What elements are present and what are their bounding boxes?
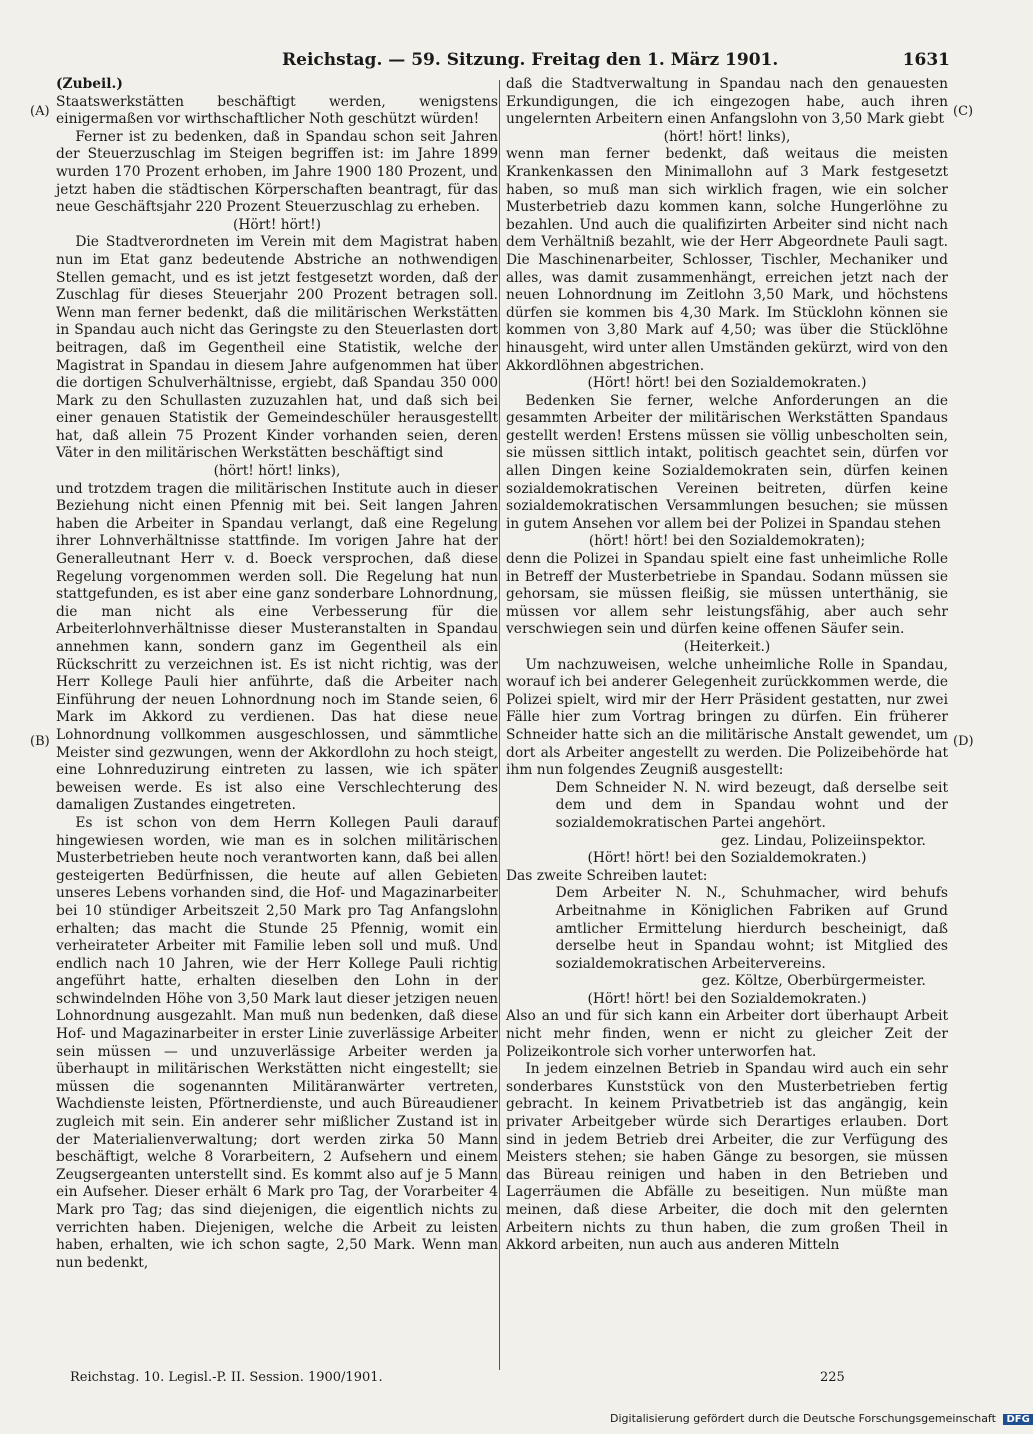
interjection: (Hört! hört! bei den Sozialdemokraten.) (587, 850, 867, 867)
paragraph: daß die Stadtverwaltung in Spandau nach den genauesten Erkundigungen, die ich eingezogen habe, auch ihren ungelernten Arbeitern einen Anfangslohn von 3,50 Mark giebt (506, 76, 948, 128)
running-title: Reichstag. — 59. Sitzung. Freitag den 1. März 1901. (282, 50, 779, 70)
paragraph: Es ist schon von dem Herrn Kollegen Pauli darauf hingewiesen worden, wie man es in solchen militärischen Musterbetrieben heute noch verantworten kann, daß bei allen gesteigerten Bedürfnissen, die heute auf allen Gebieten unseres Lebens vorhanden sind, die Hof- und Magazinarbeiter bei 10 stündiger Arbeitszeit 2,50 Mark pro Tag Anfangslohn erhalten; das macht die Stunde 25 Pfennig, womit ein verheirateter Arbeiter mit Familie leben soll und muß. Und endlich nach 10 Jahren, wie der Herr Kollege Pauli richtig angeführt hatte, erhalten dieselben den Lohn in der schwindelnden Höhe von 3,50 Mark laut dieser jetzigen neuen Lohnordnung ausgezahlt. Man muß nun bedenken, daß diese Hof- und Magazinarbeiter in erster Linie zuverlässige Arbeiter sein müssen — und unzuverlässige Arbeiter werden ja überhaupt in militärischen Werkstätten nicht eingestellt; sie müssen die sogenannten Militäranwärter vertreten, Wachdienste leisten, Pförtnerdienste, und auch Büreaudiener zugleich mit sein. Ein anderer sehr mißlicher Zustand ist in der Materialienverwaltung; dort werden zirka 50 Mann beschäftigt, welche 8 Vorarbeitern, 2 Aufsehern und einem Zeugsergeanten unterstellt sind. Es kommt also auf je 5 Mann ein Aufseher. Dieser erhält 6 Mark pro Tag, der Vorarbeiter 4 Mark pro Tag; das sind diejenigen, die eigentlich nichts zu verrichten haben. Diejenigen, welche die Arbeit zu leisten haben, erhalten, wie ich schon sagte, 2,50 Mark. Wenn man nun bedenkt, (56, 814, 498, 1271)
dfg-logo: DFG (1003, 1414, 1032, 1425)
paragraph: Staatswerkstätten beschäftigt werden, wenigstens einigermaßen vor wirthschaftlicher Noth geschützt würden! (56, 93, 498, 128)
paragraph: In jedem einzelnen Betrieb in Spandau wird auch ein sehr sonderbares Kunststück von den Musterbetrieben fertig gebracht. In keinem Privatbetrieb ist das angängig, kein privater Arbeitgeber würde sich Derartiges erlauben. Dort sind in jedem Betrieb drei Arbeiter, die zur Verfügung des Meisters stehen; sie haben Gänge zu besorgen, sie müssen das Büreau reinigen und haben in den Betrieben und Lagerräumen die Abfälle zu beseitigen. Nun müßte man meinen, daß diese Arbeiter, die doch mit den gelernten Arbeitern nichts zu thun haben, die zum großen Theil in Akkord arbeiten, nun auch aus anderen Mitteln (506, 1061, 948, 1254)
paragraph: denn die Polizei in Spandau spielt eine fast unheimliche Rolle in Betreff der Musterbetriebe in Spandau. Sodann müssen sie gehorsam, sie müssen fleißig, sie müssen unterthänig, sie müssen vor allem sehr leistungsfähig, aber auch sehr verschwiegen sein und dürfen keine offenen Säufer sein. (506, 551, 948, 638)
signature-line: gez. Költze, Oberbürgermeister. (701, 973, 926, 990)
footer-session-line: Reichstag. 10. Legisl.-P. II. Session. 1900/1901. (70, 1370, 383, 1385)
interjection: (Hört! hört! bei den Sozialdemokraten.) (587, 375, 867, 392)
speaker-label: (Zubeil.) (56, 76, 123, 92)
left-column (56, 76, 498, 1366)
interjection: (hört! hört! bei den Sozialdemokraten); (588, 533, 866, 550)
signature-line: gez. Lindau, Polizeiinspektor. (720, 832, 926, 849)
quoted-document: Dem Arbeiter N. N., Schuhmacher, wird behufs Arbeitnahme in Königlichen Fabriken auf Grund amtlicher Ermittelung hierdurch bescheinigt, daß derselbe heut in Spandau wohnt; ist Mitglied des sozialdemokratischen Arbeitervereins. (555, 885, 948, 972)
interjection: (Hört! hört!) (232, 216, 322, 233)
page-header (62, 48, 950, 74)
paragraph: Bedenken Sie ferner, welche Anforderungen an die gesammten Arbeiter der militärischen Werkstätten Spandaus gestellt werden! Erstens müssen sie völlig unbescholten sein, sie müssen sittlich intakt, politisch geachtet sein, dürfen vor allen Dingen keine Sozialdemokraten sein, dürfen keinen sozialdemokratischen Vereinen beitreten, dürfen keine sozialdemokratischen Versammlungen besuchen; sie müssen in gutem Ansehen vor allem bei der Polizei in Spandau stehen (506, 392, 948, 532)
paragraph: Um nachzuweisen, welche unheimliche Rolle in Spandau, worauf ich bei anderer Gelegenheit zurückkommen werde, die Polizei spielt, wird mir der Herr Präsident gestatten, nur zwei Fälle hier zum Vortrag bringen zu dürfen. Ein früherer Schneider hatte sich an die militärische Anstalt gewendet, um dort als Arbeiter angestellt zu werden. Die Polizeibehörde hat ihm nun folgendes Zeugniß ausgestellt: (506, 656, 948, 779)
interjection: (hört! hört! links), (663, 128, 791, 145)
paragraph: wenn man ferner bedenkt, daß weitaus die meisten Krankenkassen den Minimallohn auf 3 Mark festgesetzt haben, so muß man sich wirklich fragen, wie ein solcher Musterbetrieb dazu kommen kann, solche Hungerlöhne zu bezahlen. Und auch die qualifizirten Arbeiter sind nicht nach dem Verhältniß bezahlt, wie der Herr Abgeordnete Pauli sagt. Die Maschinenarbeiter, Schlosser, Tischler, Mechaniker und alles, was damit zusammenhängt, erreichen jetzt nach der neuen Lohnordnung im Zeitlohn 3,50 Mark, und höchstens dürfen sie kommen bis 4,30 Mark. Im Stücklohn können sie kommen von 3,80 Mark auf 4,50; was über die Stücklöhne hinausgeht, wird unter allen Umständen gekürzt, wird von den Akkordlöhnen abgestrichen. (506, 146, 948, 374)
interjection: (hört! hört! links), (213, 463, 341, 480)
margin-marker-d: (D) (953, 734, 974, 749)
margin-marker-b: (B) (30, 734, 50, 749)
right-column (506, 76, 948, 1366)
paragraph: Ferner ist zu bedenken, daß in Spandau schon seit Jahren der Steuerzuschlag im Steigen begriffen ist: im Jahre 1899 wurden 170 Prozent erhoben, im Jahre 1900 180 Prozent, und jetzt haben die städtischen Körperschaften beantragt, für das neue Geschäftsjahr 220 Prozent Steuerzuschlag zu erheben. (56, 128, 498, 216)
footer-sheet-number: 225 (820, 1370, 845, 1385)
margin-marker-c: (C) (953, 104, 974, 119)
column-divider (499, 80, 500, 1370)
interjection: (Hört! hört! bei den Sozialdemokraten.) (587, 990, 867, 1007)
paragraph: Also an und für sich kann ein Arbeiter dort überhaupt Arbeit nicht mehr finden, wenn er nicht zu gleicher Zeit der Polizeikontrole sich vorher unterworfen hat. (506, 1008, 948, 1060)
paragraph: und trotzdem tragen die militärischen Institute auch in dieser Beziehung nicht einen Pfennig mit bei. Seit langen Jahren haben die Arbeiter in Spandau verlangt, daß eine Regelung ihrer Lohnverhältnisse stattfinde. Im vorigen Jahre hat der Generalleutnant Herr v. d. Boeck versprochen, daß diese Regelung vorgenommen werden soll. Die Regelung hat nun stattgefunden, es ist aber eine ganz sonderbare Lohnordnung, die man nicht als eine Verbesserung für die Arbeiterlohnverhältnisse dieser Musteranstalten in Spandau annehmen kann, sondern ganz im Gegentheil als ein Rückschritt zu verzeichnen ist. Es ist nicht richtig, was der Herr Kollege Pauli hier anführte, daß die Arbeiter nach Einführung der neuen Lohnordnung noch im Stande seien, 6 Mark im Akkord zu verdienen. Das hat diese neue Lohnordnung vollkommen ausgeschlossen, und sämmtliche Meister sind gezwungen, wenn der Akkordlohn zu hoch steigt, eine Lohnreduzirung eintreten zu lassen, wie ich später beweisen werde. Es ist also eine Verschlechterung des damaligen Zustandes eingetreten. (56, 480, 498, 814)
digitization-credit (610, 1412, 1033, 1425)
paragraph: Das zweite Schreiben lautet: (506, 867, 708, 884)
margin-marker-a: (A) (30, 104, 50, 119)
paragraph: Die Stadtverordneten im Verein mit dem Magistrat haben nun im Etat ganz bedeutende Abstriche an nothwendigen Stellen gemacht, und es ist jetzt festgesetzt worden, daß der Zuschlag für dieses Steuerjahr 200 Prozent betragen soll. Wenn man ferner bedenkt, daß die militärischen Werkstätten in Spandau auch nicht das Geringste zu den Steuerlasten dort beitragen, daß im Gegentheil eine Statistik, welche der Magistrat in Spandau in diesem Jahre aufgenommen hat über die dortigen Schulverhältnisse, ergiebt, daß Spandau 350 000 Mark zu den Schullasten zuzuzahlen hat, und daß sich bei einer genauen Statistik der Gemeindeschüler herausgestellt hat, daß allein 75 Prozent Kinder vorhanden seien, deren Väter in den militärischen Werkstätten beschäftigt sind (56, 234, 498, 462)
interjection: (Heiterkeit.) (683, 639, 771, 655)
page-number: 1631 (902, 50, 950, 70)
quoted-document: Dem Schneider N. N. wird bezeugt, daß derselbe seit dem und dem in Spandau wohnt und der sozialdemokratischen Partei angehört. (555, 779, 948, 831)
digitization-text: Digitalisierung gefördert durch die Deutsche Forschungsgemeinschaft (610, 1412, 996, 1425)
